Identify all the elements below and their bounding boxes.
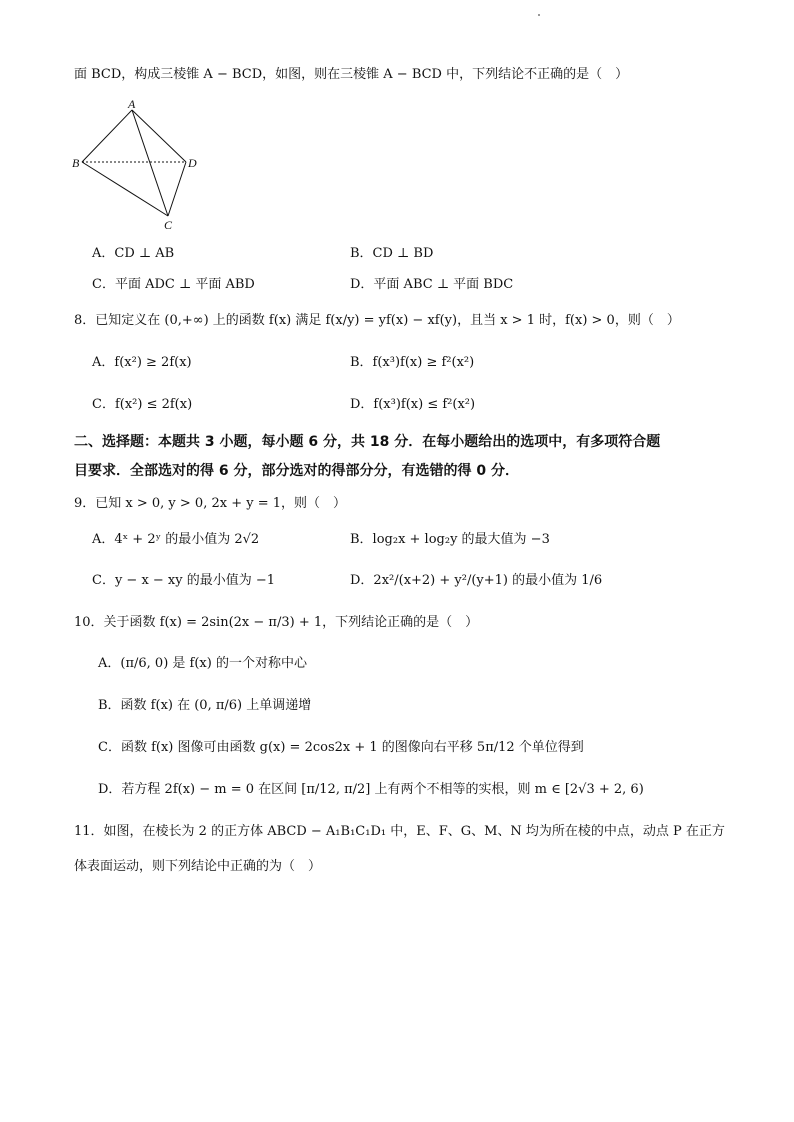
- q10-option-b: B．函数 f(x) 在 (0, π/6) 上单调递增: [98, 698, 312, 713]
- q7-option-c: C．平面 ADC ⊥ 平面 ABD: [92, 277, 255, 292]
- q11-stem-line2: 体表面运动，则下列结论中正确的为（ ）: [74, 859, 322, 874]
- q7-option-b: B．CD ⊥ BD: [350, 246, 434, 261]
- section-2-heading-line2: 目要求．全部选对的得 6 分，部分选对的得部分分，有选错的得 0 分．: [74, 463, 519, 479]
- q11-stem-line1: 11．如图，在棱长为 2 的正方体 ABCD − A₁B₁C₁D₁ 中，E、F、G、M、N 均为所在棱的中点，动点 P 在正方: [74, 824, 725, 839]
- edge-bc: [82, 162, 168, 216]
- q9-option-d: D．2x²/(x+2) + y²/(y+1) 的最小值为 1/6: [350, 573, 603, 588]
- q9-option-c: C．y − x − xy 的最小值为 −1: [92, 573, 276, 588]
- q7-option-d: D．平面 ABC ⊥ 平面 BDC: [350, 277, 514, 292]
- q10-option-d: D．若方程 2f(x) − m = 0 在区间 [π/12, π/2] 上有两个不相等的实根，则 m ∈ [2√3 + 2, 6): [98, 782, 644, 797]
- edge-ab: [82, 110, 132, 162]
- q10-option-c: C．函数 f(x) 图像可由函数 g(x) = 2cos2x + 1 的图像向右平移 5π/12 个单位得到: [98, 740, 584, 755]
- q9-stem: 9．已知 x > 0, y > 0, 2x + y = 1，则（ ）: [74, 496, 346, 511]
- q9-option-a: A．4ˣ + 2ʸ 的最小值为 2√2: [92, 532, 260, 547]
- q8-option-c: C．f(x²) ≤ 2f(x): [92, 397, 193, 412]
- tetrahedron-figure: [68, 96, 208, 236]
- q8-option-a: A．f(x²) ≥ 2f(x): [92, 355, 192, 370]
- vertex-label-d: D: [188, 156, 197, 170]
- vertex-label-c: C: [164, 218, 173, 232]
- edge-ac: [132, 110, 168, 216]
- q7-stem: 面 BCD，构成三棱锥 A − BCD，如图，则在三棱锥 A − BCD 中，下列结论不正确的是（ ）: [74, 67, 629, 82]
- q7-option-a: A．CD ⊥ AB: [92, 246, 175, 261]
- edge-ad: [132, 110, 186, 162]
- vertex-label-a: A: [128, 97, 136, 111]
- section-2-heading-line1: 二、选择题：本题共 3 小题，每小题 6 分，共 18 分．在每小题给出的选项中，有多项符合题: [74, 434, 661, 450]
- vertex-label-b: B: [72, 156, 80, 170]
- q9-option-b: B．log₂x + log₂y 的最大值为 −3: [350, 532, 550, 547]
- q8-stem: 8．已知定义在 (0,+∞) 上的函数 f(x) 满足 f(x/y) = yf(x) − xf(y)，且当 x > 1 时，f(x) > 0，则（ ）: [74, 313, 680, 328]
- page-dot: [538, 14, 540, 16]
- q10-option-a: A．(π/6, 0) 是 f(x) 的一个对称中心: [98, 656, 307, 671]
- q10-stem: 10．关于函数 f(x) = 2sin(2x − π/3) + 1，下列结论正确的是（ ）: [74, 615, 479, 630]
- q8-option-b: B．f(x³)f(x) ≥ f²(x²): [350, 355, 475, 370]
- q8-option-d: D．f(x³)f(x) ≤ f²(x²): [350, 397, 476, 412]
- edge-dc: [168, 162, 186, 216]
